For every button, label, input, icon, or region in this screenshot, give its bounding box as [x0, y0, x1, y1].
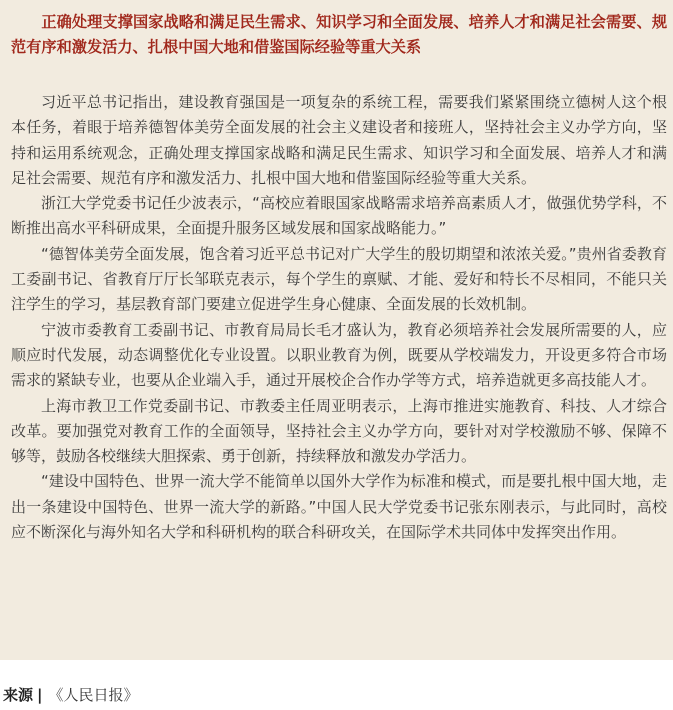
- article-body: [11, 90, 667, 545]
- section-heading: 正确处理支撑国家战略和满足民生需求、知识学习和全面发展、培养人才和满足社会需要、规范有序和激发活力、扎根中国大地和借鉴国际经验等重大关系: [11, 13, 667, 56]
- paragraph: 上海市教卫工作党委副书记、市教委主任周亚明表示，上海市推进实施教育、科技、人才综合改革。要加强党对教育工作的全面领导，坚持社会主义办学方向，要针对对学校激励不够、保障不够等，鼓励各校继续大胆探索、勇于创新，持续释放和激发办学活力。: [11, 396, 667, 466]
- paragraph: 习近平总书记指出，建设教育强国是一项复杂的系统工程，需要我们紧紧围绕立德树人这个根本任务，着眼于培养德智体美劳全面发展的社会主义建设者和接班人，坚持社会主义办学方向，坚持和运用系统观念，正确处理支撑国家战略和满足民生需求、知识学习和全面发展、培养人才和满足社会需要、规范有序和激发活力、扎根中国大地和借鉴国际经验等重大关系。: [11, 93, 667, 187]
- paragraph: 浙江大学党委书记任少波表示，“高校应着眼国家战略需求培养高素质人才，做强优势学科，不断推出高水平科研成果，全面提升服务区域发展和国家战略能力。”: [11, 194, 667, 238]
- source-value: 《人民日报》: [48, 686, 139, 704]
- paragraph: “德智体美劳全面发展，饱含着习近平总书记对广大学生的殷切期望和浓浓关爱。”贵州省委教育工委副书记、省教育厅厅长邹联克表示，每个学生的禀赋、才能、爱好和特长不尽相同，不能只关注学生的学习，基层教育部门要建立促进学生身心健康、全面发展的长效机制。: [11, 244, 667, 314]
- source-line: [3, 683, 139, 707]
- source-separator: |: [37, 686, 43, 704]
- source-label: 来源: [3, 686, 34, 704]
- paragraph: “建设中国特色、世界一流大学不能简单以国外大学作为标准和模式，而是要扎根中国大地，走出一条建设中国特色、世界一流大学的新路。”中国人民大学党委书记张东刚表示，与此同时，高校应不断深化与海外知名大学和科研机构的联合科研攻关，在国际学术共同体中发挥突出作用。: [11, 472, 667, 542]
- paragraph: 宁波市委教育工委副书记、市教育局局长毛才盛认为，教育必须培养社会发展所需要的人，应顺应时代发展，动态调整优化专业设置。以职业教育为例，既要从学校端发力，开设更多符合市场需求的紧缺专业，也要从企业端入手，通过开展校企合作办学等方式，培养造就更多高技能人才。: [11, 320, 667, 390]
